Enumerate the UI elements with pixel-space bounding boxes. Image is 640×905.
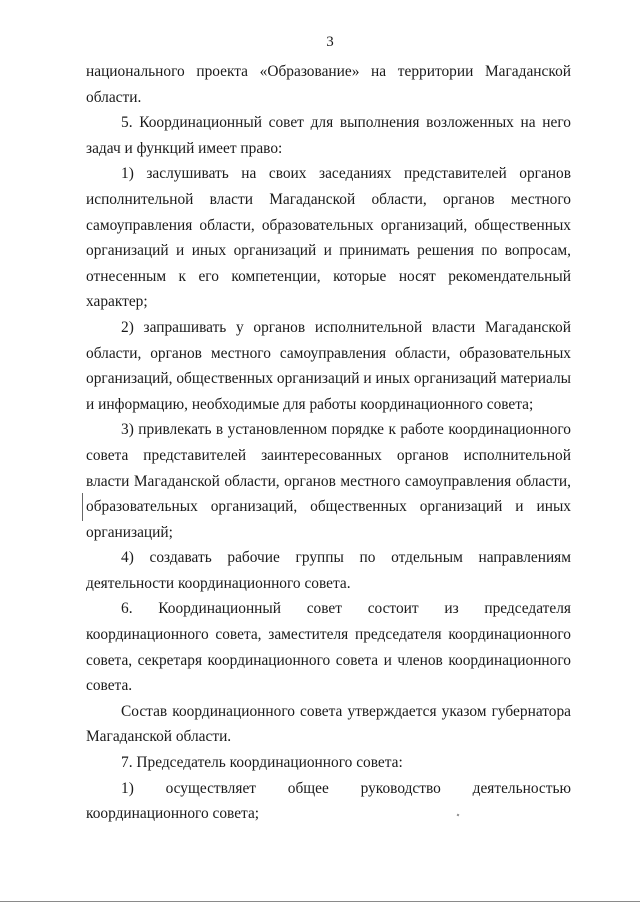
paragraph-subitem-4: 4) создавать рабочие группы по отдельным направлениям деятельности координационного совета. (86, 549, 571, 592)
paragraph-composition: Состав координационного совета утверждается указом губернатора Магаданской области. (86, 702, 571, 746)
paragraph-item-7: 7. Председатель координационного совета: (121, 754, 403, 772)
page-number: 3 (326, 34, 334, 50)
document-body (86, 59, 571, 827)
paragraph-item-7-subitem-1: 1) осуществляет общее руководство деятельностью координационного совета; (86, 779, 571, 823)
paragraph-item-6: 6. Координационный совет состоит из председателя координационного совета, заместителя председателя координационного совета, секретаря координационного совета и членов координационного совета. (86, 600, 571, 695)
paragraph-continuation: национального проекта «Образование» на территории Магаданской области. (86, 63, 571, 106)
scan-bottom-edge (0, 901, 640, 902)
paragraph-subitem-3: 3) привлекать в установленном порядке к работе координационного совета представителей заинтересованных органов исполнительной власти Магаданской области, органов местного самоуправления области, образовательных организаций, общественных организаций и иных организаций; (86, 421, 571, 541)
paragraph-item-5: 5. Координационный совет для выполнения возложенных на него задач и функций имеет право: (86, 114, 571, 157)
paragraph-subitem-2: 2) запрашивать у органов исполнительной власти Магаданской области, органов местного самоуправления области, образовательных организаций, общественных организаций и иных организаций материалы и информацию, необходимые для работы координационного совета; (86, 318, 571, 413)
paragraph-subitem-1: 1) заслушивать на своих заседаниях представителей органов исполнительной власти Магаданской области, органов местного самоуправления области, образовательных организаций, общественных организаций и иных организаций и принимать решения по вопросам, отнесенным к его компетенции, которые носят рекомендательный характер; (86, 165, 571, 311)
scan-margin-mark (82, 493, 83, 521)
